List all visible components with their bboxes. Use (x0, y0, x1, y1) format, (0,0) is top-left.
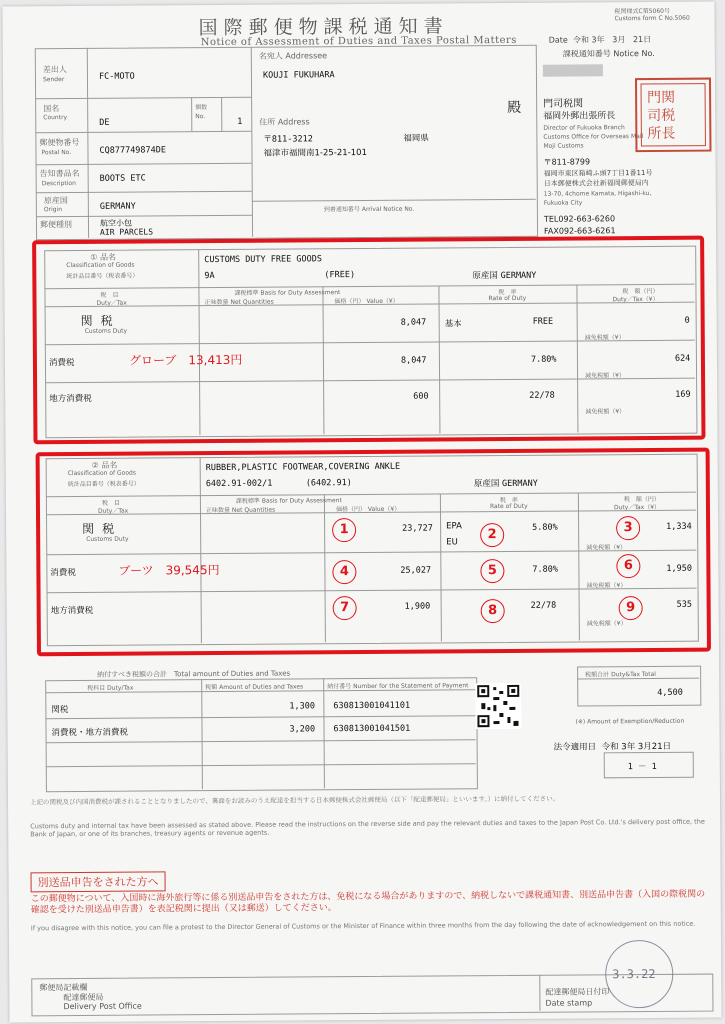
marker-2: 2 (480, 523, 504, 547)
marker-4: 4 (332, 560, 356, 584)
grand-total-label: 税額合計 Duty&Tax Total (585, 670, 656, 679)
item2-tariff-code: 6402.91-002/1 (205, 478, 273, 490)
office-zip: 〒811-8799 (543, 157, 591, 167)
page-title-en: Notice of Assessment of Duties and Taxes Postal Matters (200, 34, 517, 49)
honorific: 殿 (507, 99, 522, 116)
addressee-name: KOUJI FUKUHARA (262, 70, 335, 81)
marker-5: 5 (480, 559, 504, 583)
date-label: Date (548, 35, 568, 45)
date-year: 3年 (591, 35, 605, 45)
item2-origin: 原産国 GERMANY (473, 478, 538, 490)
marker-3: 3 (616, 516, 640, 540)
address-label: 住所 Address (259, 117, 310, 127)
street-address: 福津市福間南1-25-21-101 (263, 147, 367, 159)
grand-total-value: 4,500 (657, 687, 683, 698)
notice-document: 税関様式C第5060号 Customs form C No.5060 国際郵便物課税通知書 Notice of Assessment of Duties and Taxes Postal Matters Date 令和 3年 3月 21日 課税通知番号 Notice No. 差出人 Sender FC-MOTO 国名 Country DE 個数 No. 1 郵便物番号 Postal No. CQ877749874DE 告知書品名 Description BOOTS ETC 原産国 Origin GERMANY 郵便種別 航空小包 AIR PARCELS 名宛人 Addressee KOUJI FUKUHARA 殿 住所 Address 〒811-3212 福岡県 福津市福間南1-25-21-101 到着通知番号 Arrival Notice No. 門司税関 福岡外郵出張所長 Director of Fukuoka Branch Customs Office for Overseas Mail Moji Customs 〒811-8799 福岡市東区箱崎ふ頭7丁目1番11号 日本郵便株式会社新福岡郵便局内 13-70, 4chome Kamata, Higashi-ku, Fukuoka City TEL092-663-6260 FAX092-663-6261 門関 司税 所長 ① 品名 Classification of Goods 統計品目番号（税表番号） CUSTOMS DUTY FREE GOODS 9A (FREE) 原産国 GERMANY 税 目 Duty／Tax 課税標準 Basis for Duty Assessment 正味数量 Net Quantities 価格（円） Value（¥） 税 率 Rate of Duty 税 額（円） Duty／Tax（¥） 関税 Customs Duty 8,047 基本 FREE 0 減免税額（¥） 消費税 グローブ 13,413円 8,047 7.80% 624 減免税額（¥） 地方消費税 600 22/78 169 減免税額（¥） ② 品名 Classification of Goods 統計品目番号（税表番号） RUBBER,PLASTIC FOOTWEAR,COVERING ANKLE 6402.91-002/1 (6402.91) 原産国 GERMANY 税 目 Duty／Tax 課税標準 Basis for Duty Assessment 正味数量 Net Quantities 価格（円） Value（¥） 税 率 Rate of Duty 税 額（円） Duty／Tax（¥） 関税 Customs Duty 1 23,727 EPA EU 2 5.80% 3 1,334 減免税額（¥） 消費税 ブーツ 39,545円 4 25,027 5 7.80% 6 1,950 減免税額（¥） 地方消費税 7 1,900 8 22/78 9 535 減免税額（¥） 納付すべき税額の合計 Total amount of Duties and Taxes 税科目 Duty/Tax 税額 Amount of Duties and Taxes 納付番号 Number for the Statement of Payment 関税 1,300 630813001041101 消費税・地方消費税 3,200 630813001041501 税額合計 Duty&Tax Total 4,500 (※) Amount of Exemption/Reduction 法令適用日 令和 3年 3月21日 1 － 1 上記の関税及び内国消費税が課されることとなりましたので、裏面をお読みのうえ配達を担当する日本郵便株式会社郵便局（以下「配達郵便局」といいます。）に納付してください。 Customs duty and internal tax have been assessed as stated above. Please read the instructions on the reverse side and pay the relevant duties and taxes to the Japan Post Co. Ltd.'s delivery post office, the Bank of Japan, or one of its branches, treasury agents or revenue agents. 別送品申告をされた方へ この郵便物について、入国時に海外旅行等に係る別送品申告をされた方は、免税になる場合がありますので、納税しないで課税通知書、別送品申告書（入国の際税関の確認を受けた別送品申告書）を表記税関に提出（又は郵送）してください。 If you disagree with this notice, you can file a protest to the Director General of Customs or the Minister of Finance within three months from the day following the date of acknowledgement on this notice. 郵便局記載欄 配達郵便局 Delivery Post Office 配達郵便局日付印 Date stamp 3.3.22 (2, 2, 721, 1023)
blurred-notice-number (543, 64, 603, 76)
item2-highlight-frame (36, 448, 711, 657)
date-era: 令和 (572, 35, 589, 45)
svg-text:門関: 門関 (647, 89, 676, 106)
sender-label: 差出人 (42, 65, 67, 75)
description: BOOTS ETC (99, 173, 146, 184)
separate-shipment-box: 別送品申告をされた方へ (31, 871, 166, 892)
postal-number: CQ877749874DE (99, 145, 167, 156)
item2-goods-name: RUBBER,PLASTIC FOOTWEAR,COVERING ANKLE (205, 461, 401, 474)
item2-annotation: ブーツ 39,545円 (118, 562, 220, 578)
marker-7: 7 (333, 596, 357, 620)
notes-protest: If you disagree with this notice, you can file a protest to the Director General of Customs or the Minister of Finance within three months from the day following the date of acknowledgement on this notice. (30, 919, 696, 933)
postmark-stamp: 3.3.22 (605, 940, 673, 1008)
svg-text:司税: 司税 (647, 107, 676, 124)
total-row-consumption: 消費税・地方消費税 (51, 727, 129, 739)
item1-origin: 原産国 GERMANY (472, 270, 537, 282)
separate-shipment-note: この郵便物について、入国時に海外旅行等に係る別送品申告をされた方は、免税になる場合がありますので、納税しないで課税通知書、別送品申告書（入国の際税関の確認を受けた別送品申告書）を表記税関に提出（又は郵送）してください。 (30, 889, 706, 916)
item1-annotation: グローブ 13,413円 (128, 352, 243, 368)
parcel-count: 1 (237, 116, 243, 127)
prefecture: 福岡県 (403, 133, 429, 144)
item1-goods-name: CUSTOMS DUTY FREE GOODS (204, 254, 322, 266)
marker-8: 8 (481, 599, 505, 623)
origin: GERMANY (99, 201, 136, 212)
qr-code-icon (475, 683, 521, 729)
addressee-label: 名宛人 Addressee (258, 51, 328, 61)
notice-number-label: 課税通知番号 Notice No. (562, 48, 655, 59)
office-tel: TEL092-663-6260 (543, 214, 616, 224)
sender-country: DE (99, 117, 110, 128)
form-number: 税関様式C第5060号 (614, 7, 671, 16)
arrival-notice-label: 到着通知番号 Arrival Notice No. (323, 205, 415, 214)
item1-tariff-code: 9A (204, 271, 215, 282)
date-month: 3月 (612, 35, 626, 45)
mail-kind: 航空小包 (99, 218, 133, 228)
marker-9: 9 (619, 596, 643, 620)
seal-pattern-icon (637, 80, 709, 151)
page-number: 1 － 1 (627, 761, 657, 773)
official-seal (635, 78, 712, 153)
notes-jp: 上記の関税及び内国消費税が課されることとなりましたので、裏面をお読みのうえ配達を担当する日本郵便株式会社郵便局（以下「配達郵便局」といいます。）に納付してください。 (29, 794, 560, 807)
date-row (549, 34, 651, 46)
total-row-customs: 関税 (51, 705, 69, 716)
totals-title: 納付すべき税額の合計 Total amount of Duties and Taxes (97, 669, 291, 679)
date-day: 21日 (632, 34, 652, 45)
sender-name: FC-MOTO (98, 71, 135, 82)
notes-en: Customs duty and internal tax have been assessed as stated above. Please read the instructions on the reverse side and pay the relevant duties and taxes to the Japan Post Co. Ltd.'s delivery post office, the Bank of Japan, or one of its branches, treasury agents or revenue agents. (30, 817, 705, 839)
office-fax: FAX092-663-6261 (544, 226, 616, 236)
marker-6: 6 (616, 554, 640, 578)
law-applied-date: 法令適用日 令和 3年 3月21日 (553, 741, 672, 753)
office-branch: 福岡外郵出張所長 (543, 111, 616, 122)
zip-code: 〒811-3212 (263, 134, 313, 145)
svg-text:所長: 所長 (647, 125, 676, 142)
form-number-en: Customs form C No.5060 (614, 14, 690, 23)
page-title: 国際郵便物課税通知書 (198, 15, 449, 40)
office-name: 門司税関 (543, 98, 584, 110)
item1-highlight-frame (32, 236, 705, 445)
marker-1: 1 (332, 518, 356, 542)
